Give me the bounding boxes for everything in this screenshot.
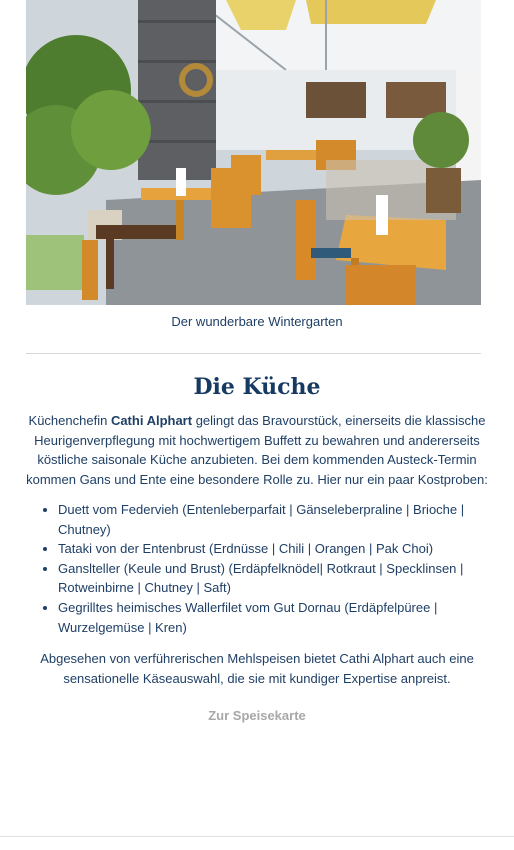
outro-paragraph: Abgesehen von verführerischen Mehlspeisen bietet Cathi Alphart auch eine sensationelle Käseauswahl, die sie mit kundiger Expertise anpreist.: [40, 651, 474, 686]
intro-text-start: Küchenchefin: [28, 413, 111, 428]
menu-link[interactable]: Zur Speisekarte: [208, 708, 306, 723]
dish-item: • Tataki von der Entenbrust (Erdnüsse | Chili | Orangen | Pak Choi): [58, 539, 498, 559]
chef-name: Cathi Alphart: [110, 413, 193, 428]
dish-list: [26, 500, 498, 637]
intro-text-end: gelingt das Bravourstück, einerseits die klassische Heurigenverpflegung mit hochwertigem Buffett zu bewahren und andererseits köstliche saisonale Küche anzubieten. Bei dem kommenden Austeck-Termin kommen Gans und Ente eine besondere Rolle zu. Hier nur ein paar Kostproben:: [26, 413, 488, 487]
winter-garden-photo: [26, 0, 481, 305]
footer-divider: [0, 836, 514, 837]
dish-item: • Ganslteller (Keule und Brust) (Erdäpfelknödel| Rotkraut | Specklinsen | Rotweinbirne | Chutney | Saft): [58, 559, 498, 598]
section-title: Die Küche: [193, 374, 321, 400]
dish-item: • Gegrilltes heimisches Wallerfilet vom Gut Dornau (Erdäpfelpüree | Wurzelgemüse | Kren): [58, 598, 498, 637]
intro-paragraph: [26, 411, 488, 489]
section-divider: [26, 353, 481, 354]
photo-caption: Der wunderbare Wintergarten: [171, 314, 343, 329]
dish-item: • Duett vom Federvieh (Entenleberparfait | Gänseleberpraline | Brioche | Chutney): [58, 500, 498, 539]
